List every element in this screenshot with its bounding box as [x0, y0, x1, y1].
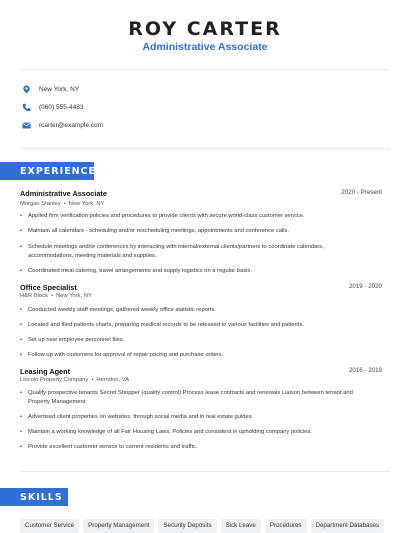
contact-phone — [22, 101, 83, 113]
experience-divider — [20, 471, 390, 472]
skills-section-header: SKILLS — [0, 488, 68, 506]
job-2-dates: 2019 - 2020 — [348, 283, 382, 290]
candidate-title: Administrative Associate — [142, 41, 268, 53]
job-1-header — [20, 189, 382, 200]
contact-location-text: New York, NY — [39, 85, 80, 93]
job-2-company: H&R Block — [20, 293, 49, 299]
skill-chip: Procedures — [265, 519, 307, 533]
contact-location — [22, 83, 79, 95]
job-1-dates: 2020 - Present — [341, 189, 382, 196]
skills-list — [20, 519, 384, 533]
job-2-employer: H&R Block • New York, NY — [20, 293, 92, 299]
email-icon — [22, 121, 31, 130]
header-divider — [20, 69, 390, 70]
job-1-location: New York, NY — [68, 201, 105, 207]
skill-chip: Customer Service — [20, 519, 79, 533]
job-1-bullet-3: • Schedule meetings and/or conferences by interacting with internal/external clients/partners to coordinate calendars, accommodations, meeting materials and supplies. — [20, 244, 324, 259]
experience-section-header: EXPERIENCE — [0, 162, 94, 180]
phone-icon — [22, 103, 31, 112]
skill-chip: Department Databases — [311, 519, 385, 533]
skill-chip: Property Management — [83, 519, 154, 533]
location-pin-icon — [22, 85, 31, 94]
contact-divider — [20, 148, 390, 149]
job-2-bullet-1: • Conducted weekly staff meetings, gathered weekly office statistic reports. — [20, 307, 216, 313]
contact-email — [22, 119, 103, 131]
job-3-employer: Lincoln Property Company • Herndon, VA — [20, 377, 130, 383]
job-2-title: Office Specialist — [20, 283, 77, 292]
contact-email-text: rcarter@example.com — [39, 121, 104, 129]
job-3-company: Lincoln Property Company — [20, 377, 89, 383]
contact-phone-text: (060) 555-4483 — [39, 103, 84, 111]
job-3-title: Leasing Agent — [20, 367, 71, 376]
job-1-company: Morgan Stanley — [20, 201, 61, 207]
job-3-location: Herndon, VA — [96, 377, 130, 383]
job-2-bullet-3: • Set up new employee personnel files. — [20, 337, 125, 343]
job-2-bullet-4: • Follow up with customers for approval of repair pricing and purchase orders. — [20, 352, 224, 358]
job-1-bullet-1: • Applied firm verification policies and procedures to provide clients with secure world-class customer service. — [20, 213, 305, 219]
job-3-bullet-3: • Maintain a working knowledge of all Fair Housing Laws, Policies and consistent in upholding company policies. — [20, 429, 312, 435]
job-1-employer: Morgan Stanley • New York, NY — [20, 201, 105, 207]
skill-chip: Security Deposits — [158, 519, 216, 533]
job-1-title: Administrative Associate — [20, 189, 107, 198]
job-1-bullet-2: • Maintain all calendars - scheduling and/or rescheduling meetings, appointments and conference calls. — [20, 228, 290, 234]
job-3-dates: 2016 - 2019 — [348, 367, 382, 374]
job-2-bullet-2: • Located and filed patients charts, preparing medical records to be released to various facilities and patients. — [20, 322, 304, 328]
job-3-bullet-4: • Provide excellent customer service to current residents and traffic. — [20, 444, 198, 450]
job-3-bullet-1: • Qualify prospective tenants Secret Shopper (quality control) Process lease contracts and renewals Liaison between tenant and Property Management — [20, 390, 353, 405]
skill-chip: Sick Leave — [221, 519, 261, 533]
job-1-bullet-4: • Coordinated meal catering, travel arrangements and supply logistics on a regular basis. — [20, 268, 252, 274]
job-2-location: New York, NY — [56, 293, 92, 299]
job-3-bullet-2: • Advertised client properties on websites, through social media and in real estate guides. — [20, 414, 254, 420]
candidate-name: ROY CARTER — [128, 18, 282, 40]
